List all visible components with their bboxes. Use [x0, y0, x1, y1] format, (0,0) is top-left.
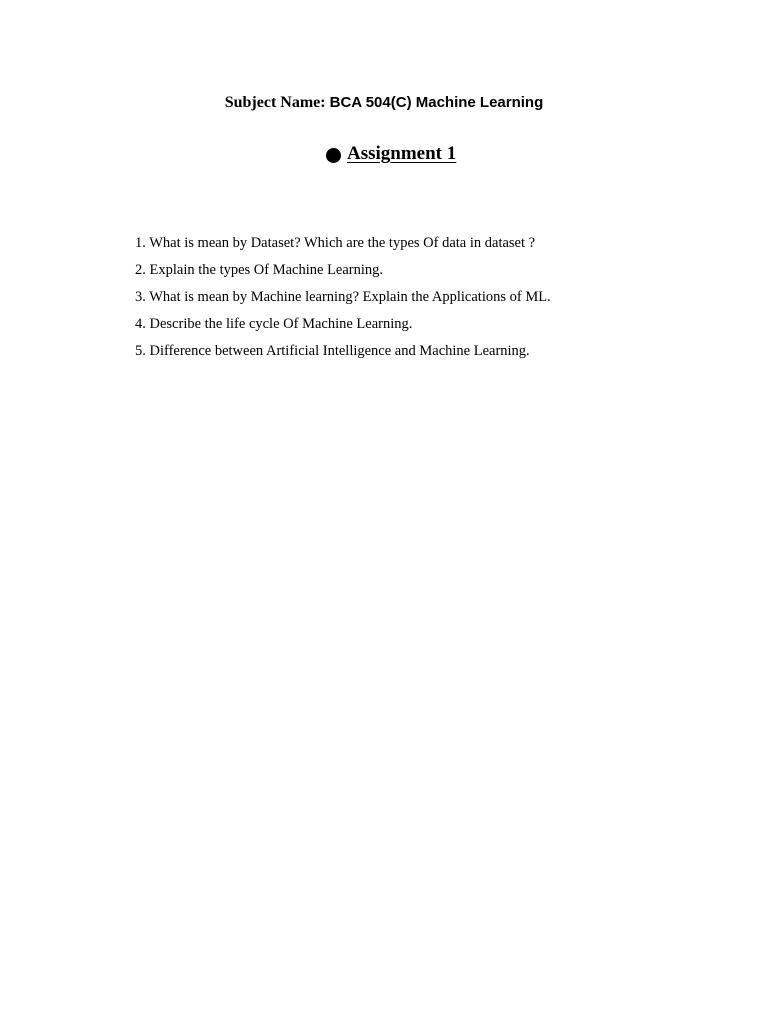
subject-value: BCA 504(C) Machine Learning [329, 94, 544, 111]
subject-label: Subject Name: [224, 94, 326, 111]
question-item: 5. Difference between Artificial Intelligence and Machine Learning. [135, 343, 530, 359]
question-list [135, 233, 551, 368]
bullet-icon [326, 148, 341, 163]
question-item: 4. Describe the life cycle Of Machine Learning. [135, 316, 413, 332]
assignment-title: Assignment 1 [347, 143, 457, 164]
question-item: 3. What is mean by Machine learning? Explain the Applications of ML. [135, 289, 551, 305]
question-item: 2. Explain the types Of Machine Learning. [135, 262, 384, 278]
subject-heading [0, 94, 768, 112]
question-item: 1. What is mean by Dataset? Which are the types Of data in dataset ? [135, 235, 536, 251]
assignment-heading [326, 143, 456, 165]
